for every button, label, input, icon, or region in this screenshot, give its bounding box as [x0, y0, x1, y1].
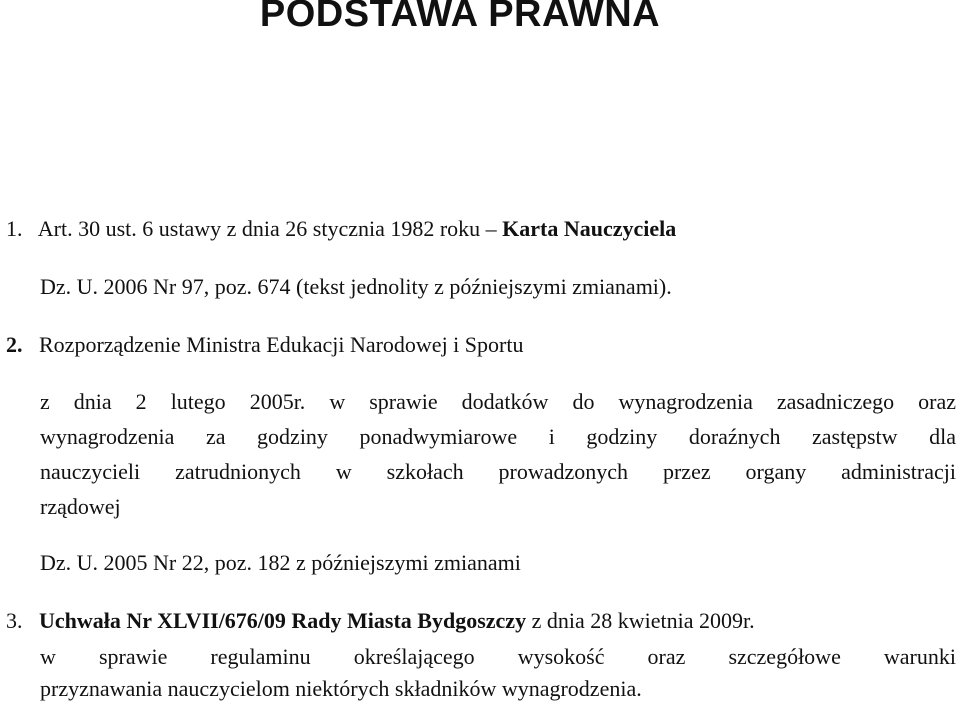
item-2-body-line-1: z dnia 2 lutego 2005r. w sprawie dodatków do wynagrodzenia zasadniczego oraz	[40, 389, 956, 414]
item-2-body-line-4: rządowej	[40, 494, 121, 519]
item-2-citation: Dz. U. 2005 Nr 22, poz. 182 z późniejszymi zmianami	[40, 550, 521, 575]
item-3-number: 3.	[6, 608, 23, 633]
item-3-body-line-1: w sprawie regulaminu określającego wysokość oraz szczegółowe warunki	[40, 644, 956, 669]
item-1-text: Art. 30 ust. 6 ustawy z dnia 26 stycznia 1982 roku –	[37, 216, 503, 241]
item-1-text-bold: Karta Nauczyciela	[502, 216, 677, 241]
item-2-heading-line	[6, 332, 523, 358]
item-1-line-1	[6, 216, 676, 242]
item-2-body-line-3: nauczycieli zatrudnionych w szkołach prowadzonych przez organy administracji	[40, 459, 956, 484]
item-2-heading: Rozporządzenie Ministra Edukacji Narodowej i Sportu	[39, 332, 524, 357]
page-title: PODSTAWA PRAWNA	[259, 0, 661, 35]
item-3-heading-bold: Uchwała Nr XLVII/676/09 Rady Miasta Bydgoszczy	[39, 608, 527, 633]
item-1-citation: Dz. U. 2006 Nr 97, poz. 674 (tekst jednolity z późniejszymi zmianami).	[40, 274, 672, 299]
item-3-heading-plain: z dnia 28 kwietnia 2009r.	[526, 608, 755, 633]
item-2-body-line-2: wynagrodzenia za godziny ponadwymiarowe i godziny doraźnych zastępstw dla	[40, 424, 956, 449]
item-3-heading-line	[6, 608, 755, 634]
item-3-body-line-2: przyznawania nauczycielom niektórych składników wynagrodzenia.	[40, 676, 642, 701]
item-1-number: 1.	[6, 216, 23, 241]
item-2-number: 2.	[6, 332, 23, 357]
